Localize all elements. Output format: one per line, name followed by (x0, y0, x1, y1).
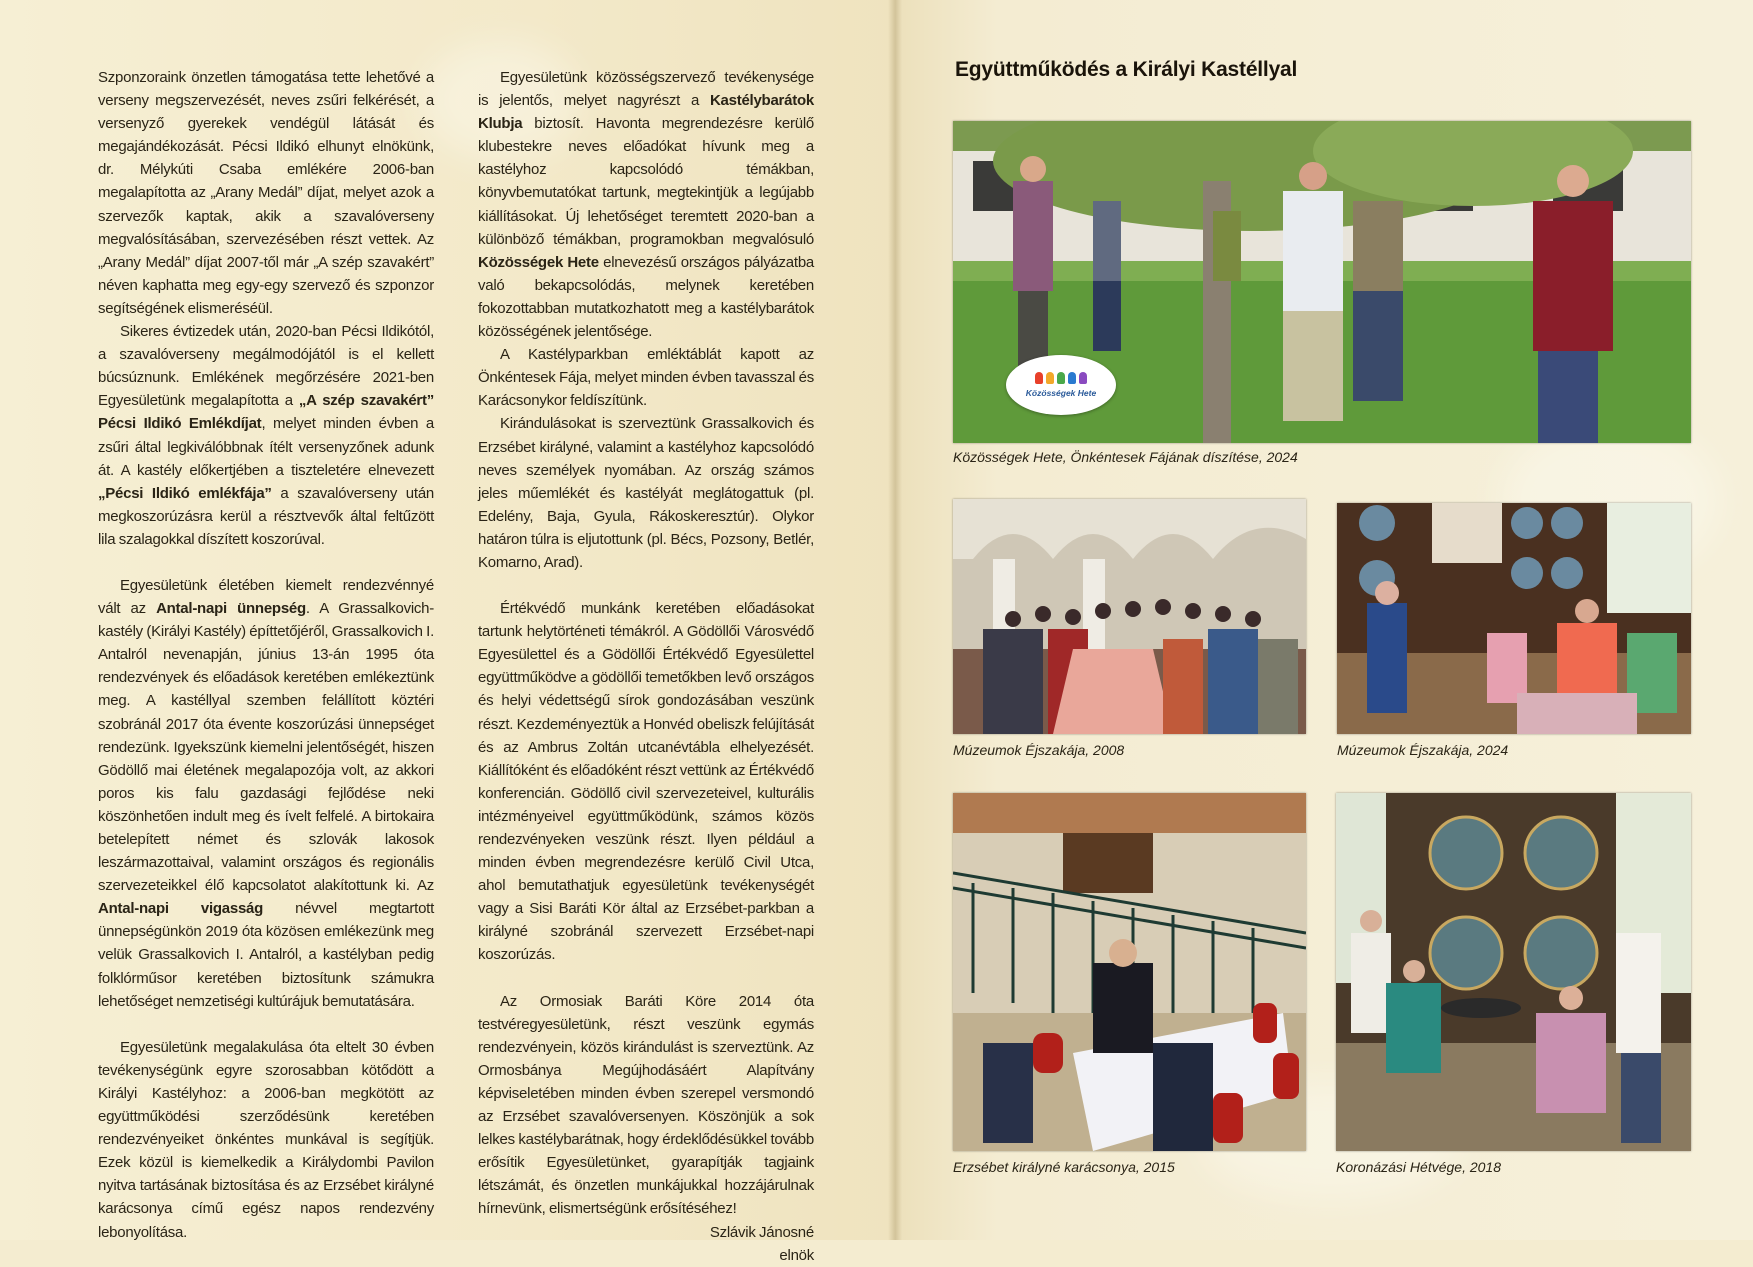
bold-phrase: Kastélybarátok Klubja (478, 92, 814, 133)
paragraph: Egyesületünk közösségszervező tevékenysége is jelentős, melyet nagyrészt a Kastélybarátok Klubja biztosít. Havonta megrendezésre kerülő klubestekre neves előadókat hívunk meg a kastélyhoz kapcsolódó témákban, könyvbemutatókat tartunk, megtekintjük a legújabb kiállításokat. Új lehetőséget teremtett 2020-ban a különböző témákban, programokban megvalósuló Közösségek Hete elnevezésű országos pályázatba való bekapcsolódás, melynek keretében fokozottabban mutatkozhatott meg a kastélybarátok közösségének jelentősége. (478, 69, 815, 341)
photo-caption: Múzeumok Éjszakája, 2008 (953, 742, 1125, 758)
text-column-2 (478, 66, 814, 1267)
photo-museum-night-2008 (953, 499, 1306, 734)
signature-name: Szlávik Jánosné (709, 1223, 814, 1241)
photo-caption: Múzeumok Éjszakája, 2024 (1337, 742, 1509, 758)
bold-phrase: Antal-napi vigasság (98, 900, 264, 918)
photo-caption: Koronázási Hétvége, 2018 (1336, 1159, 1501, 1175)
paragraph: Kirándulásokat is szerveztünk Grassalkovich és Erzsébet királyné, valamint a kastélyhoz kapcsolódó neves személyek nyomában. Az ország számos jeles műemlékét és kastélyát meglátogattuk (pl. Edelény, Baja, Gyula, Rákoskeresztúr). Olykor határon túlra is eljutottunk (pl. Bécs, Pozsony, Betlér, Komarno, Arad). (478, 415, 814, 571)
paragraph: A Kastélyparkban emléktáblát kapott az Önkéntesek Fája, melyet minden évben tavasszal és Karácsonykor feldíszítünk. (478, 346, 814, 410)
signature-role: elnök (779, 1246, 814, 1264)
bold-phrase: „A szép szavakért” Pécsi Ildikó Emlékdíjat (98, 392, 434, 433)
section-title: Együttműködés a Királyi Kastéllyal (955, 58, 1298, 81)
kozossegek-hete-logo (1006, 355, 1116, 415)
photo-caption: Közösségek Hete, Önkéntesek Fájának díszítése, 2024 (953, 449, 1298, 465)
logo-text: Közösségek Hete (1025, 388, 1097, 398)
photo-coronation-weekend-2018 (1336, 793, 1691, 1151)
paragraph: Sikeres évtizedek után, 2020-ban Pécsi Ildikótól, a szavalóverseny megálmodójától is el kellett búcsúznunk. Emlékének megőrzésére 2021-ben Egyesületünk megalapította a „A szép szavakért” Pécsi Ildikó Emlékdíjat, melyet minden évben a zsűri által legkiválóbbnak ítélt versenyzőnek adunk át. A kastély előkertjében a tiszteletére elnevezett „Pécsi Ildikó emlékfája” a szavalóverseny után megkoszorúzásra kerül a résztvevők által feltűzött lila szalagokkal díszített koszorúval. (98, 323, 434, 548)
page-fold (888, 0, 902, 1240)
bold-phrase: Közösségek Hete (478, 253, 599, 271)
bold-phrase: Antal-napi ünnepség (156, 600, 306, 618)
paragraph: Egyesületünk megalakulása óta eltelt 30 évben tevékenységünk egyre szorosabban kötődött a Királyi Kastélyhoz: a 2006-ban megkötött az együttműködési szerződésünk keretében rendezvényeiket önkéntes munkával is segítjük. Ezek közül is kiemelkedik a Királydombi Pavilon nyitva tartásának biztosítása és az Erzsébet királyné karácsonya című egész napos rendezvény lebonyolítása. (98, 1038, 434, 1241)
paragraph: Szponzoraink önzetlen támogatása tette lehetővé a verseny megszervezését, neves zsűri felkérését, a versenyző gyerekek vendégül látását és megajándékozását. Pécsi Ildikó elhunyt elnökünk, dr. Mélykúti Csaba emlékére 2006-ban megalapította az „Arany Medál” díjat, melyet azok a szervezők kaptak, akik a szavalóverseny megvalósításában, szervezésében részt vettek. Az „Arany Medál” díjat 2007-től már „A szép szavakért” néven kaphatta meg egy-egy szervező és szponzor segítségének elismeréséül. (98, 69, 434, 317)
photo-caption: Erzsébet királyné karácsonya, 2015 (953, 1159, 1175, 1175)
photo-museum-night-2024 (1337, 503, 1691, 734)
photo-christmas-2015 (953, 793, 1306, 1151)
paragraph: Az Ormosiak Baráti Köre 2014 óta testvéregyesületünk, részt veszünk egymás rendezvényein, közös kirándulást is szerveztünk. Az Ormosbánya Megújhodásáért Alapítvány képviseletében minden évben szerepel versmondó az Erzsébet szavalóversenyen. Köszönjük a sok lelkes kastélybarátnak, hogy érdeklődésükkel tovább erősítik Egyesületünket, gyarapítják tagjaink létszámát, és önzetlen munkájukkal hozzájárulnak hírnevünk, elismertségünk erősítéséhez! (478, 992, 814, 1218)
text-column-1 (98, 66, 434, 1244)
bold-phrase: „Pécsi Ildikó emlékfája” (98, 484, 272, 502)
paragraph: Egyesületünk életében kiemelt rendezvénnyé vált az Antal-napi ünnepség. A Grassalkovich-kastély (Királyi Kastély) építtetőjéről, Grassalkovich I. Antalról nevenapján, június 13-án 1995 óta rendezvények és előadások keretében emlékeztünk meg. A kastéllyal szemben felállított köztéri szobránál 2017 óta évente koszorúzási ünnepséget rendezünk. Igyekszünk kiemelni jelentőségét, hiszen Gödöllő mai életének megalapozója volt, az akkori poros kis falu gazdasági fejlődése neki köszönhetően indult meg és ívelt felfelé. A birtokaira betelepített német és szlovák lakosok leszármazottaival, valamint országos és regionális szervezeteikkel élő kapcsolatot alakítottunk ki. Az Antal-napi vigasság névvel megtartott ünnepségünkön 2019 óta közösen emlékezünk meg velük Grassalkovich I. Antalról, a kastélyban pedig folklórműsor keretében biztosítunk számukra lehetőséget nemzetiségi kultúrájuk bemutatására. (98, 576, 434, 1010)
paragraph: Értékvédő munkánk keretében előadásokat tartunk helytörténeti témákról. A Gödöllői Városvédő Egyesülettel és a Gödöllői Értékvédő Egyesülettel együttműködve a gödöllői temetőkben levő országos és helyi védettségű sírok gondozásában veszünk részt. Kezdeményeztük a Honvéd obeliszk felújítását és az Ambrus Zoltán utcanévtábla elhelyezését. Kiállítóként és előadóként részt vettünk az Értékvédő konferencián. Gödöllő civil szervezeteivel, kulturális intézményeivel együttműködünk, számos közös rendezvényeken veszünk részt. Ilyen például a minden évben megrendezésre kerülő Civil Utca, ahol bemutathatjuk egyesületünk tevékenységét vagy a Sisi Baráti Kör által az Erzsébet-parkban a királyné szobránál szervezett Erzsébet-napi koszorúzás. (478, 600, 814, 964)
